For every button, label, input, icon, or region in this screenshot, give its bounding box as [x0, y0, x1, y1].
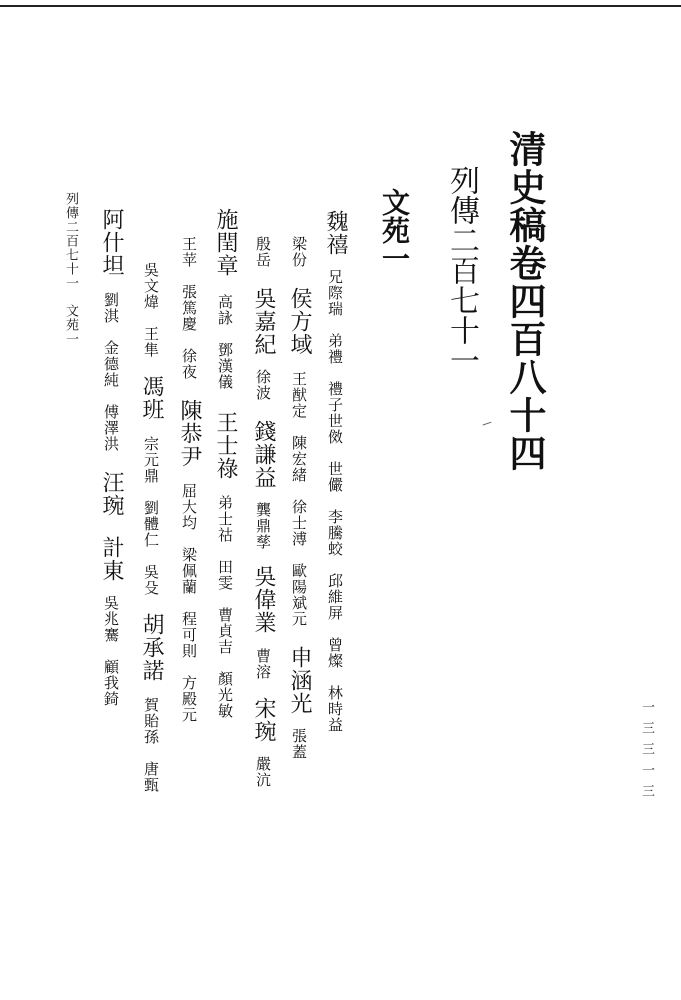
toc-entry-main: 吳嘉紀	[251, 287, 276, 357]
toc-entry-minor: 梁份	[290, 236, 308, 268]
toc-entry-minor: 兄際瑞 弟禮 禮子世傚 世儼 李騰蛟 邱維屏 曾燦 林時益	[326, 269, 344, 734]
toc-entry-minor: 弟士祜 田雯 曹貞吉 顏光敏	[216, 495, 234, 720]
toc-entry-minor: 曹溶	[254, 647, 272, 680]
volume-title: 清史稿卷四百八十四	[503, 130, 547, 472]
page-number: 一三三一三	[639, 700, 654, 805]
toc-entry-main: 吳偉業	[251, 565, 276, 635]
toc-entry-main: 侯方域	[287, 287, 312, 357]
stray-mark	[483, 422, 493, 429]
top-rule	[0, 5, 681, 7]
toc-column-1	[324, 210, 346, 733]
toc-column-7	[100, 208, 122, 707]
toc-entry-minor: 殷岳	[254, 236, 272, 268]
toc-entry-main: 陳恭尹	[177, 399, 202, 469]
toc-entry-main: 汪琬	[99, 471, 124, 518]
toc-entry-minor: 吳兆騫 顧我錡	[102, 595, 120, 708]
toc-entry-main: 馮班	[139, 375, 164, 422]
section-heading: 文苑一	[378, 188, 411, 272]
toc-entry-main: 計東	[99, 536, 124, 583]
toc-entry-minor: 賀貽孫 唐甄	[142, 697, 160, 794]
toc-entry-minor: 屈大均 梁佩蘭 程可則 方殿元	[180, 483, 198, 724]
toc-entry-main: 王士祿	[213, 411, 238, 481]
toc-entry-main: 魏禧	[323, 210, 348, 256]
toc-entry-main: 胡承諾	[139, 613, 164, 683]
running-footer: 列傳二百七十一 文苑一	[63, 192, 78, 346]
toc-entry-minor: 吳文煒 王隼	[142, 262, 160, 358]
toc-entry-minor: 高詠 鄧漢儀	[216, 294, 234, 391]
toc-entry-minor: 宗元鼎 劉體仁 吳殳	[142, 436, 160, 597]
toc-entry-minor: 王猷定 陳宏緒 徐士溥 歐陽斌元	[290, 371, 308, 628]
toc-column-4	[214, 208, 236, 719]
toc-entry-minor: 劉淇 金德純 傅澤洪	[102, 292, 120, 453]
toc-column-6	[140, 262, 162, 793]
toc-entry-minor: 王苹 張篤慶 徐夜	[180, 236, 198, 380]
toc-entry-minor: 龔鼎孳	[254, 502, 272, 551]
toc-entry-main: 施閏章	[213, 208, 238, 277]
toc-column-3	[252, 236, 274, 788]
toc-entry-main: 錢謙益	[251, 420, 276, 490]
toc-entry-main: 宋琬	[251, 696, 276, 743]
toc-entry-minor: 張蓋	[290, 728, 308, 761]
toc-column-5	[178, 236, 200, 723]
toc-column-2	[288, 236, 310, 760]
toc-entry-minor: 徐波	[254, 369, 272, 402]
toc-entry-main: 申涵光	[287, 646, 312, 716]
toc-entry-main: 阿什坦	[99, 208, 124, 277]
toc-entry-minor: 嚴沆	[254, 755, 272, 788]
biography-subtitle: 列傳二百七十一	[444, 165, 479, 375]
